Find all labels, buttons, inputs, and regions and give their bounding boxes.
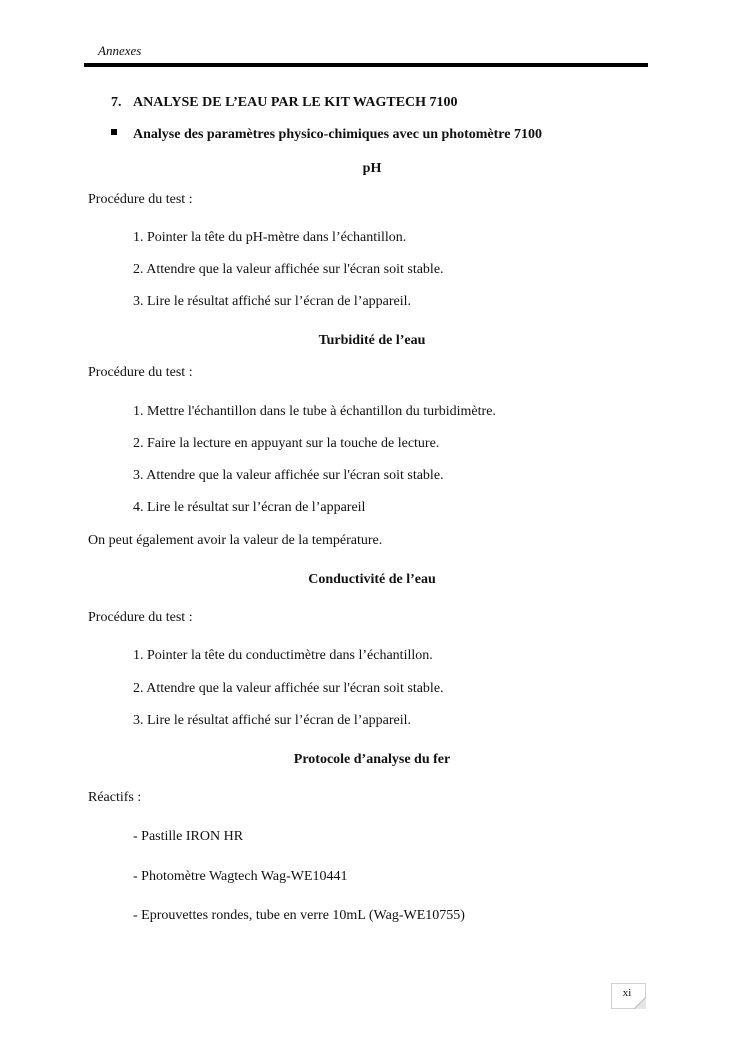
conductivity-procedure-label: Procédure du test : <box>88 610 193 625</box>
ph-step-1: 1. Pointer la tête du pH-mètre dans l’échantillon. <box>133 230 407 245</box>
header-rule <box>84 63 648 67</box>
turbidity-step-1: 1. Mettre l'échantillon dans le tube à échantillon du turbidimètre. <box>133 404 496 419</box>
turbidity-step-3: 3. Attendre que la valeur affichée sur l'écran soit stable. <box>133 468 444 483</box>
conductivity-step-1: 1. Pointer la tête du conductimètre dans l’échantillon. <box>133 648 433 663</box>
conductivity-heading: Conductivité de l’eau <box>308 572 436 587</box>
section-number: 7. <box>111 95 122 110</box>
conductivity-step-2: 2. Attendre que la valeur affichée sur l'écran soit stable. <box>133 681 444 696</box>
turbidity-step-4: 4. Lire le résultat sur l’écran de l’appareil <box>133 500 366 515</box>
iron-item-1: - Pastille IRON HR <box>133 829 244 844</box>
ph-step-3: 3. Lire le résultat affiché sur l’écran de l’appareil. <box>133 294 412 309</box>
iron-heading: Protocole d’analyse du fer <box>293 752 451 767</box>
turbidity-step-2: 2. Faire la lecture en appuyant sur la touche de lecture. <box>133 436 440 451</box>
page-header: Annexes <box>98 43 142 58</box>
ph-heading: pH <box>362 161 382 176</box>
ph-procedure-label: Procédure du test : <box>88 192 193 207</box>
iron-item-3: - Eprouvettes rondes, tube en verre 10mL (Wag-WE10755) <box>133 908 465 923</box>
ph-step-2: 2. Attendre que la valeur affichée sur l'écran soit stable. <box>133 262 444 277</box>
iron-item-2: - Photomètre Wagtech Wag-WE10441 <box>133 869 348 884</box>
turbidity-note: On peut également avoir la valeur de la température. <box>88 533 383 548</box>
bullet-heading: Analyse des paramètres physico-chimiques avec un photomètre 7100 <box>133 127 542 142</box>
section-title: ANALYSE DE L’EAU PAR LE KIT WAGTECH 7100 <box>133 95 458 110</box>
turbidity-procedure-label: Procédure du test : <box>88 365 193 380</box>
iron-reagents-label: Réactifs : <box>88 790 142 805</box>
conductivity-step-3: 3. Lire le résultat affiché sur l’écran de l’appareil. <box>133 713 412 728</box>
bullet-square-icon <box>111 129 117 135</box>
turbidity-heading: Turbidité de l’eau <box>318 333 426 348</box>
page-number: xi <box>622 987 632 999</box>
page-curl-icon <box>634 997 646 1009</box>
